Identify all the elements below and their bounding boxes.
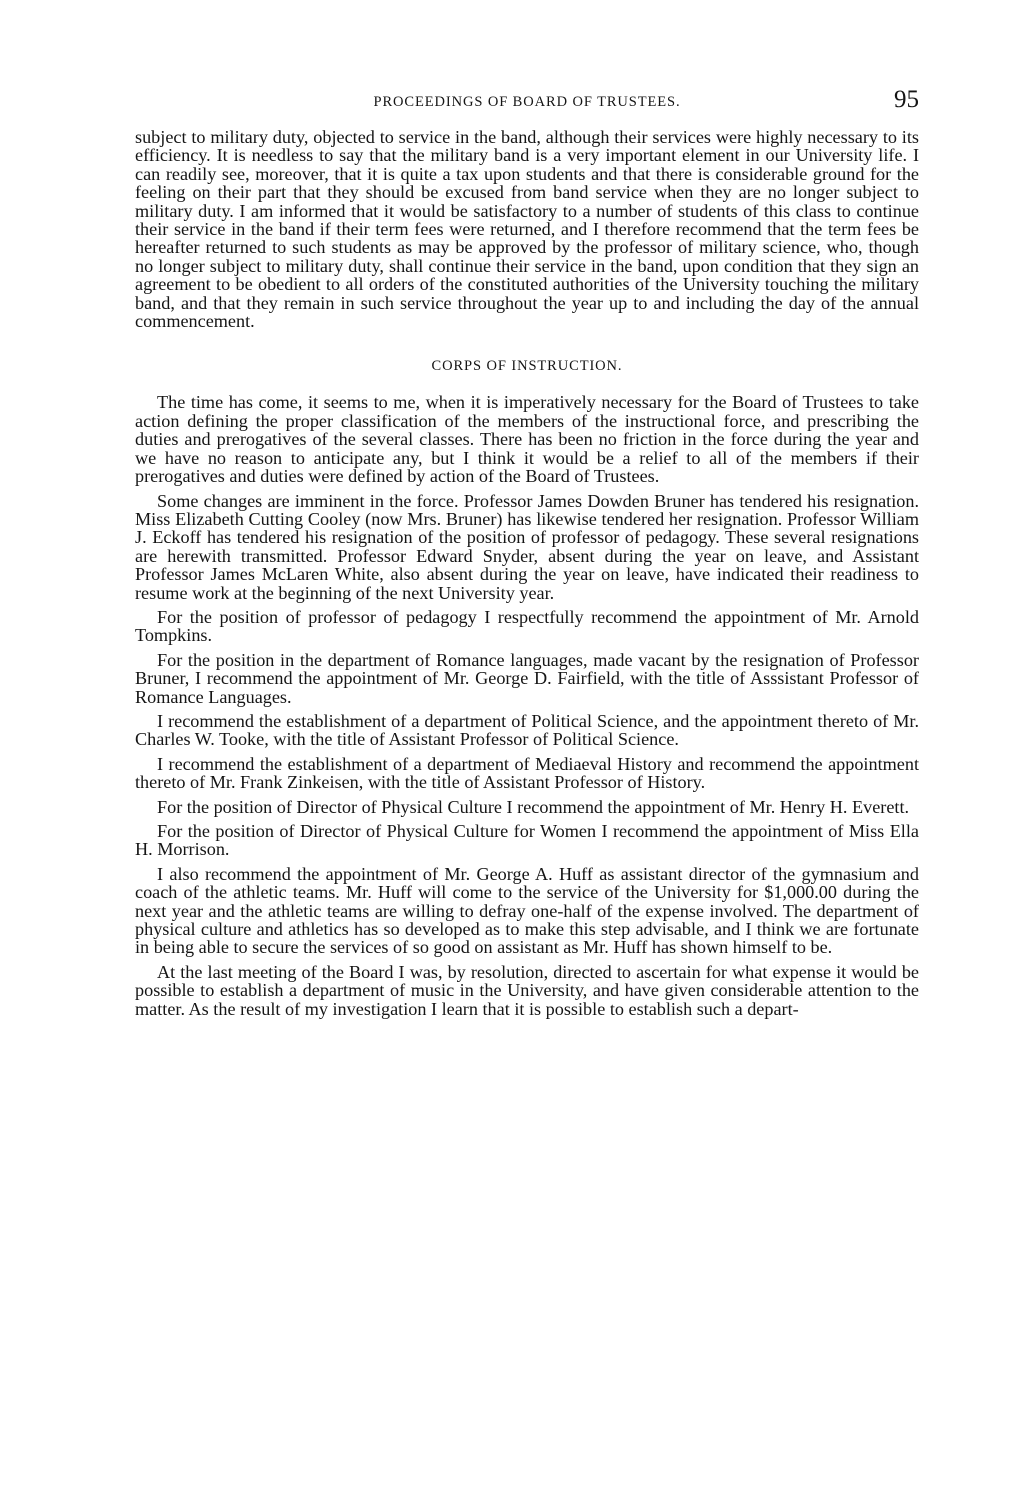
running-header: [135, 86, 919, 122]
section-heading: CORPS OF INSTRUCTION.: [431, 358, 623, 375]
paragraph: Some changes are imminent in the force. Professor James Dowden Bruner has tendered his resignation. Miss Elizabeth Cutting Cooley (now Mrs. Bruner) has likewise tendered her resignation. Professor William J. Eckoff has tendered his resignation of the position of professor of pedagogy. These several resignations are herewith transmitted. Professor Edward Snyder, absent during the year on leave, and Assistant Professor James McLaren White, also absent during the year on leave, have indicated their readiness to resume work at the beginning of the next University year.: [135, 490, 919, 603]
paragraph: I recommend the establishment of a department of Mediaeval History and recommend the appointment thereto of Mr. Frank Zinkeisen, with the title of Assistant Professor of History.: [135, 753, 919, 793]
page-number: 95: [894, 86, 919, 113]
paragraph: I also recommend the appointment of Mr. George A. Huff as assistant director of the gymnasium and coach of the athletic teams. Mr. Huff will come to the service of the University for $1,000.00 during the next year and the athletic teams are willing to defray one-half of the expense involved. The department of physical culture and athletics has so developed as to make this step advisable, and I think we are fortunate in being able to secure the services of so good on assistant as Mr. Huff has shown himself to be.: [135, 863, 919, 958]
document-page: [135, 86, 919, 1024]
paragraph: For the position of professor of pedagogy I respectfully recommend the appointment of Mr. Arnold Tompkins.: [135, 606, 919, 646]
paragraph-continuation: subject to military duty, objected to service in the band, although their services were highly necessary to its efficiency. It is needless to say that the military band is a very important element in our University life. I can readily see, moreover, that it is quite a tax upon students and that there is considerable ground for the feeling on their part that they should be excused from band service when they are no longer subject to military duty. I am informed that it would be satisfactory to a number of students of this class to continue their service in the band if their term fees were returned, and I therefore recommend that the term fees be hereafter returned to such students as may be approved by the professor of military science, who, though no longer subject to military duty, shall continue their service in the band, upon condition that they sign an agreement to be obedient to all orders of the constituted authorities of the University touching the military band, and that they remain in such service throughout the year up to and including the day of the annual commencement.: [135, 127, 919, 332]
paragraph: For the position of Director of Physical Culture for Women I recommend the appointment of Miss Ella H. Morrison.: [135, 821, 919, 860]
paragraph: The time has come, it seems to me, when it is imperatively necessary for the Board of Trustees to take action defining the proper classification of the members of the instructional force, and prescribing the duties and prerogatives of the several classes. There has been no friction in the force during the year and we have no reason to anticipate any, but I think it would be a relief to all of the members if their prerogatives and duties were defined by action of the Board of Trustees.: [135, 392, 919, 487]
paragraph: I recommend the establishment of a department of Political Science, and the appointment thereto of Mr. Charles W. Tooke, with the title of Assistant Professor of Political Science.: [135, 710, 919, 750]
paragraph: For the position in the department of Romance languages, made vacant by the resignation of Professor Bruner, I recommend the appointment of Mr. George D. Fairfield, with the title of Asssistant Professor of Romance Languages.: [135, 649, 919, 707]
paragraph: At the last meeting of the Board I was, by resolution, directed to ascertain for what expense it would be possible to establish a department of music in the University, and have given considerable attention to the matter. As the result of my investigation I learn that it is possible to establish such a depart-: [135, 961, 919, 1019]
paragraph: For the position of Director of Physical Culture I recommend the appointment of Mr. Henry H. Everett.: [157, 796, 910, 817]
running-title: PROCEEDINGS OF BOARD OF TRUSTEES.: [373, 94, 681, 110]
body-text: [135, 128, 919, 1018]
